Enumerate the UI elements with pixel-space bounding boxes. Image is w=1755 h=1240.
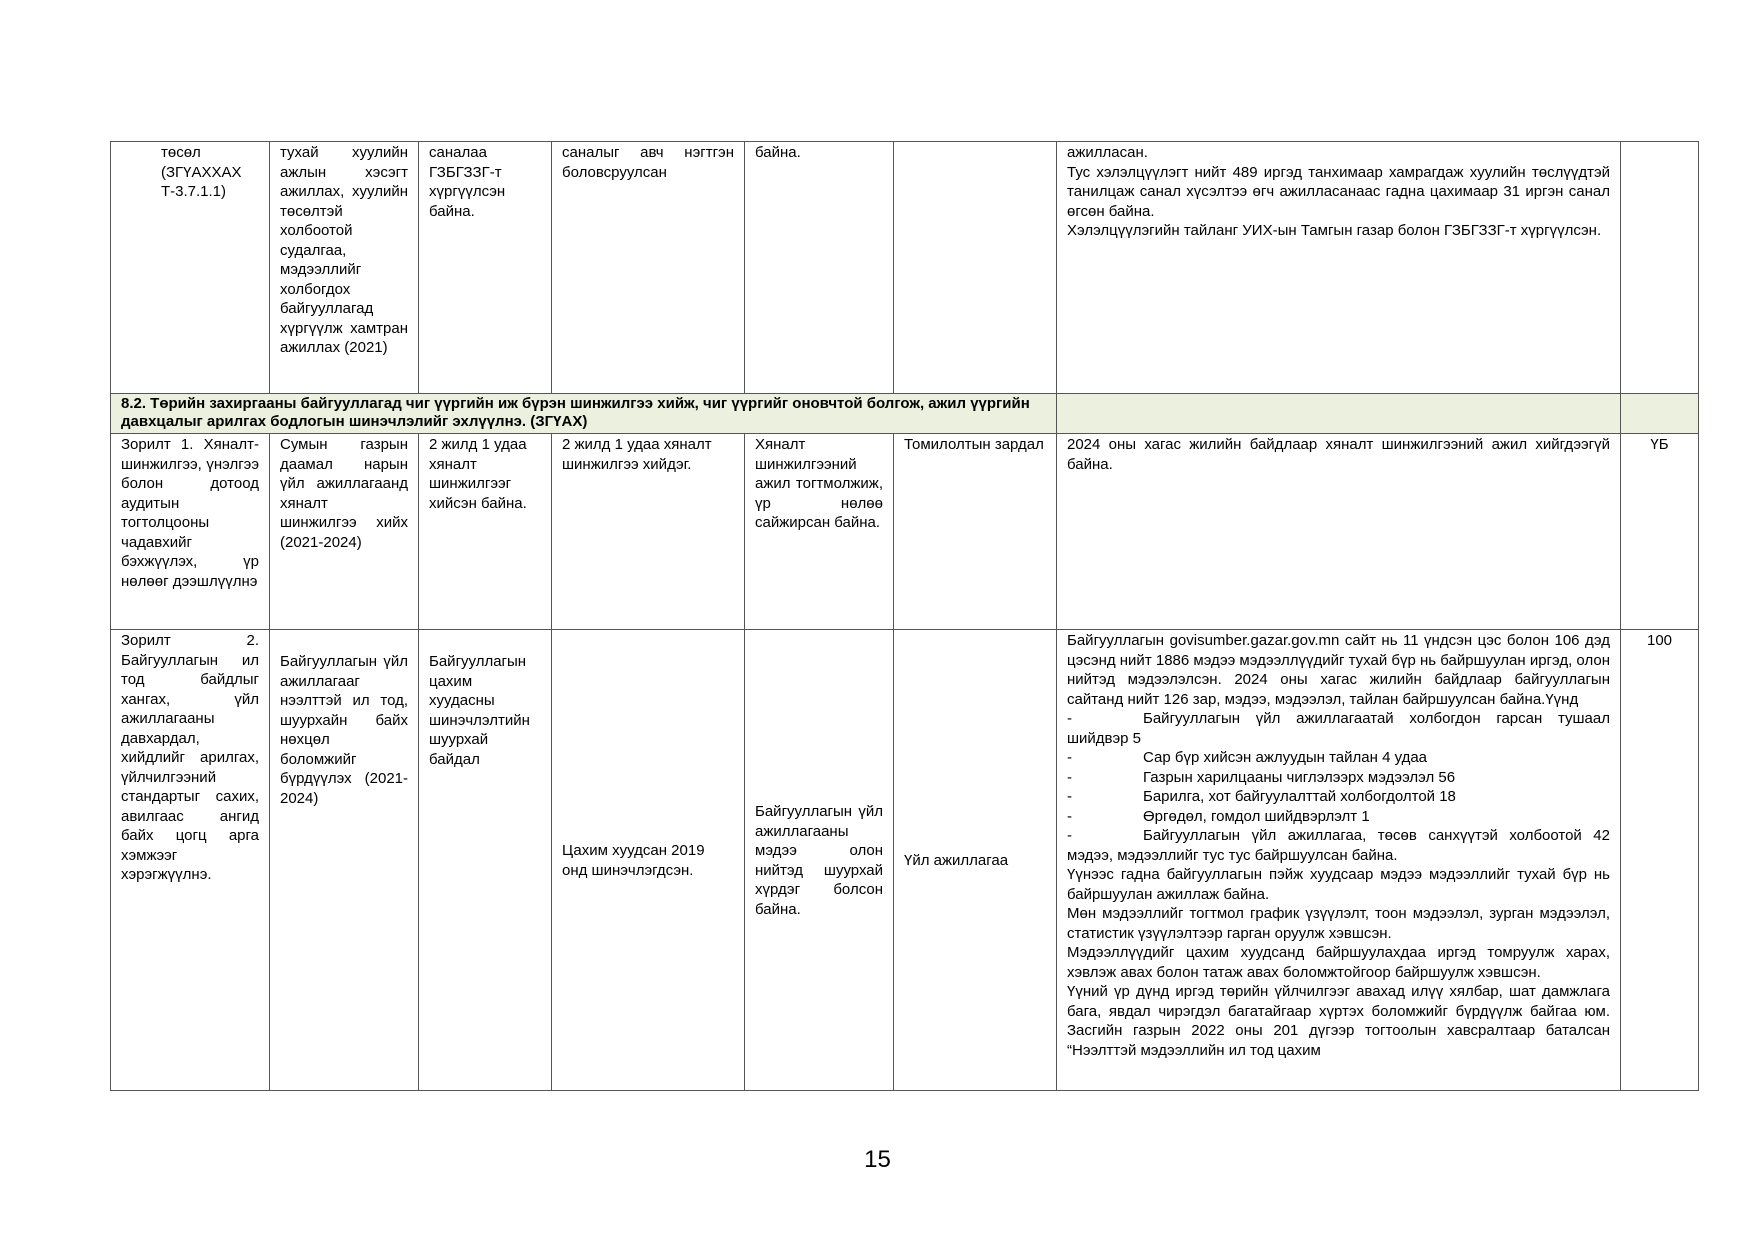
cell-goal: төсөл (ЗГҮАХХАХ Т-3.7.1.1) <box>111 142 270 394</box>
list-dash: - <box>1067 710 1072 727</box>
cell-activity: Байгууллагын үйл ажиллагааг нээлттэй ил тод, шуурхайн байх нөхцөл боломжийг бүрдүүлэх (2021-2024) <box>270 630 419 1091</box>
section-empty-cell <box>1621 394 1699 434</box>
section-header-row <box>111 394 1699 434</box>
list-item <box>1067 709 1610 748</box>
report-table <box>110 141 1699 1091</box>
progress-text: ажилласан. <box>1067 144 1148 161</box>
progress-text: Хэлэлцүүлэгийн тайланг УИХ-ын Тамгын газар болон ГЗБГЗЗГ-т хүргүүлсэн. <box>1067 222 1602 239</box>
cell-funding: Үйл ажиллагаа <box>894 630 1057 1091</box>
cell-activity: тухай хуулийн ажлын хэсэгт ажиллах, хуулийн төсөлтэй холбоотой судалгаа, мэдээллийг холбогдох байгууллагад хүргүүлж хамтран ажиллах (2021) <box>270 142 419 394</box>
cell-funding <box>894 142 1057 394</box>
cell-progress <box>1057 630 1621 1091</box>
list-dash: - <box>1067 749 1072 766</box>
table-row <box>111 630 1699 1091</box>
progress-text: Үүнээс гадна байгууллагын пэйж хуудсаар мэдээ мэдээллийг тухай бүр нь байршуулан ажиллаж байна. <box>1067 866 1610 903</box>
cell-target: Байгууллагын үйл ажиллагааны мэдээ олон нийтэд шуурхай хүрдэг болсон байна. <box>745 630 894 1091</box>
list-item-text: Газрын харилцааны чиглэлээрх мэдээлэл 56 <box>1143 768 1456 786</box>
cell-indicator: Байгууллагын цахим хуудасны шинэчлэлтийн шуурхай байдал <box>419 630 552 1091</box>
list-item <box>1067 748 1610 768</box>
list-item <box>1067 768 1610 788</box>
cell-indicator: саналаа ГЗБГЗЗГ-т хүргүүлсэн байна. <box>419 142 552 394</box>
cell-baseline: Цахим хуудсан 2019 онд шинэчлэгдсэн. <box>552 630 745 1091</box>
list-dash: - <box>1067 768 1072 786</box>
cell-score <box>1621 142 1699 394</box>
list-item-text: Өргөдөл, гомдол шийдвэрлэлт 1 <box>1143 807 1370 825</box>
cell-goal: Зорилт 2. Байгууллагын ил тод байдлыг хангах, үйл ажиллагааны давхардал, хийдлийг арилгах, үйлчилгээний стандартыг сахих, авилгаас ангид байх цогц арга хэмжээг хэрэгжүүлнэ. <box>111 630 270 1091</box>
cell-score: 100 <box>1621 630 1699 1091</box>
cell-goal: Зорилт 1. Хяналт-шинжилгээ, үнэлгээ болон дотоод аудитын тогтолцооны чадавхийг бэхжүүлэх, үр нөлөөг дээшлүүлнэ <box>111 434 270 630</box>
cell-progress: 2024 оны хагас жилийн байдлаар хяналт шинжилгээний ажил хийгдээгүй байна. <box>1057 434 1621 630</box>
list-item <box>1067 826 1610 865</box>
progress-text: Мөн мэдээллийг тогтмол график үзүүлэлт, тоон мэдээлэл, зурган мэдээлэл, статистик үзүүлэлтээр гарган оруулж хэвшсэн. <box>1067 905 1610 942</box>
section-title: 8.2. Төрийн захиргааны байгууллагад чиг үүргийн иж бүрэн шинжилгээ хийж, чиг үүргийг оновчтой болгож, ажил үүргийн давхцалыг арилгах бодлогын шинэчлэлийг эхлүүлнэ. (ЗГҮАХ) <box>111 394 1057 434</box>
section-empty-cell <box>1057 394 1621 434</box>
cell-activity: Сумын газрын даамал нарын үйл ажиллагаанд хяналт шинжилгээ хийх (2021-2024) <box>270 434 419 630</box>
list-dash: - <box>1067 827 1072 844</box>
progress-text: Үүний үр дүнд иргэд төрийн үйлчилгээг авахад илүү хялбар, шат дамжлага бага, явдал чирэгдэл багатайгаар хүртэх боломжийг бүрдүүлж байгаа юм. Засгийн газрын 2022 оны 201 дүгээр тогтоолын хавсралтаар баталсан “Нээлттэй мэдээллийн ил тод цахим <box>1067 983 1610 1059</box>
list-item-text: Барилга, хот байгуулалттай холбогдолтой 18 <box>1143 788 1456 805</box>
page-number: 15 <box>864 1146 891 1173</box>
cell-score: ҮБ <box>1621 434 1699 630</box>
cell-baseline: 2 жилд 1 удаа хяналт шинжилгээ хийдэг. <box>552 434 745 630</box>
cell-progress <box>1057 142 1621 394</box>
cell-target: байна. <box>745 142 894 394</box>
list-item-text: Байгууллагын үйл ажиллагаатай холбогдон гарсан тушаал шийдвэр 5 <box>1067 710 1610 747</box>
progress-text: Тус хэлэлцүүлэгт нийт 489 иргэд танхимаар хамрагдаж хуулийн төслүүдтэй танилцаж санал хүсэлтээ өгч ажилласанаас гадна цахимаар 31 иргэн санал өгсөн байна. <box>1067 163 1610 220</box>
progress-text: Байгууллагын govisumber.gazar.gov.mn сайт нь 11 үндсэн цэс болон 106 дэд цэсэнд нийт 1886 мэдээ мэдээллүүдийг тухай бүр нь байршуулан иргэд, олон нийтэд мэдээлэлсэн. 2024 оны хагас жилийн байдлаар байгууллагын сайтанд нийт 126 зар, мэдээ, мэдээлэл, тайлан байршуулсан байна.Үүнд <box>1067 632 1610 708</box>
cell-funding: Томилолтын зардал <box>894 434 1057 630</box>
table-row <box>111 434 1699 630</box>
cell-target: Хяналт шинжилгээний ажил тогтмолжиж, үр нөлөө сайжирсан байна. <box>745 434 894 630</box>
list-item-text: Сар бүр хийсэн ажлуудын тайлан 4 удаа <box>1143 749 1428 766</box>
list-dash: - <box>1067 788 1072 805</box>
cell-baseline: саналыг авч нэгтгэн боловсруулсан <box>552 142 745 394</box>
cell-indicator: 2 жилд 1 удаа хяналт шинжилгээг хийсэн байна. <box>419 434 552 630</box>
list-item-text: Байгууллагын үйл ажиллагаа, төсөв санхүүтэй холбоотой 42 мэдээ, мэдээллийг тус тус байршуулсан байна. <box>1067 827 1610 864</box>
list-dash: - <box>1067 807 1072 825</box>
progress-text: Мэдээллүүдийг цахим хуудсанд байршуулахдаа иргэд томруулж харах, хэвлэж авах болон татаж авах боломжтойгоор байршуулж хэвшсэн. <box>1067 944 1610 981</box>
list-item <box>1067 807 1610 827</box>
list-item <box>1067 787 1610 807</box>
table-row <box>111 142 1699 394</box>
